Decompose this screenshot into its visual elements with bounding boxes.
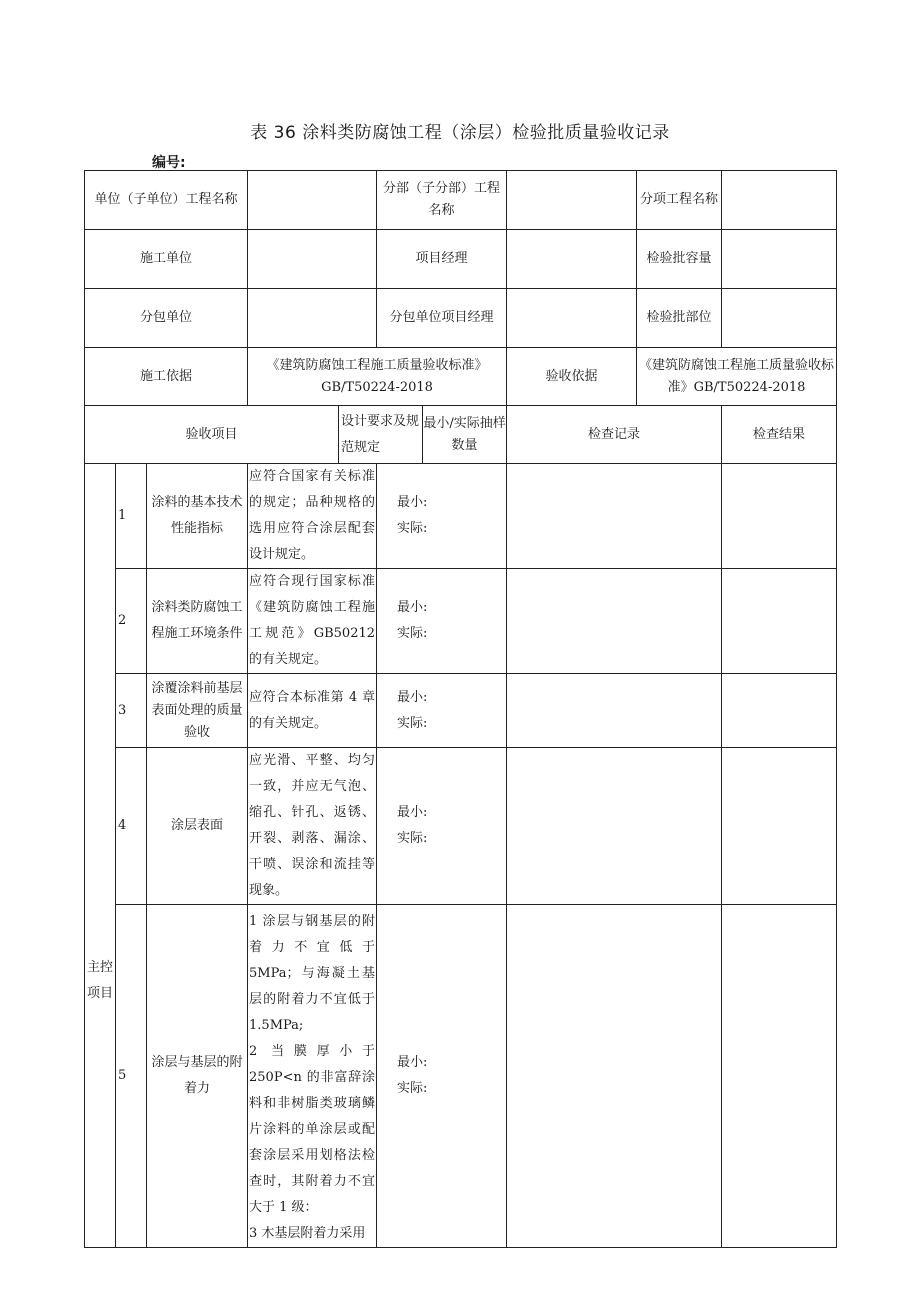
sample-actual: 实际:: [397, 831, 428, 846]
acceptance-basis-value: 《建筑防腐蚀工程施工质量验收标准》GB/T50224-2018: [637, 348, 837, 406]
sample-actual: 实际:: [397, 715, 428, 731]
check-result-cell[interactable]: [722, 748, 837, 905]
sample-actual: 实际:: [397, 626, 428, 641]
item-number: 5: [116, 905, 147, 1248]
header-row-2: [85, 230, 837, 289]
item-requirement: 应光滑、平整、均匀一致，并应无气泡、缩孔、针孔、返锈、开裂、剥落、漏涂、干喷、误涂和流挂等现象。: [248, 748, 377, 905]
item-requirement: 应符合现行国家标准《建筑防腐蚀工程施工规范》GB50212 的有关规定。: [248, 569, 377, 674]
header-row-1: [85, 171, 837, 230]
sample-cell[interactable]: [377, 905, 507, 1248]
division-name-label: 分部（子分部）工程名称: [377, 171, 507, 230]
project-manager-value[interactable]: [507, 230, 637, 289]
unit-name-label: 单位（子单位）工程名称: [85, 171, 248, 230]
table-row: [85, 748, 837, 905]
table-row: [85, 464, 837, 569]
page-title: 表 36 涂料类防腐蚀工程（涂层）检验批质量验收记录: [250, 123, 670, 143]
sample-min: 最小:: [397, 805, 428, 820]
table-row: [85, 905, 837, 1248]
column-header-row: [85, 406, 837, 464]
item-name: 涂层表面: [147, 748, 248, 905]
batch-location-value[interactable]: [722, 289, 837, 348]
check-result-cell[interactable]: [722, 905, 837, 1248]
item-name: 涂层与基层的附着力: [147, 905, 248, 1248]
construction-basis-label: 施工依据: [85, 348, 248, 406]
col-design-requirement: 设计要求及规范规定: [339, 406, 423, 464]
acceptance-basis-label: 验收依据: [507, 348, 637, 406]
division-name-value[interactable]: [507, 171, 637, 230]
sample-min: 最小:: [397, 689, 428, 705]
sample-min: 最小:: [397, 600, 428, 615]
main-control-group-label: 主控项目: [85, 464, 116, 1248]
record-number-label: 编号:: [152, 155, 186, 171]
inspection-record-table: [84, 170, 837, 1248]
item-name: 涂料的基本技术性能指标: [147, 464, 248, 569]
construction-basis-value: 《建筑防腐蚀工程施工质量验收标准》GB/T50224-2018: [248, 348, 507, 406]
item-requirement: 1 涂层与钢基层的附着力不宜低于 5MPa；与海凝土基层的附着力不宜低于 1.5MPa; 2 当膜厚小于 250P<n 的非富辞涂料和非树脂类玻璃鳞片涂料的单涂层或配套涂层采用划格法检查时，其附着力不宜大于 1 级： 3 木基层附着力采用: [248, 905, 377, 1248]
col-check-record: 检查记录: [507, 406, 722, 464]
sample-actual: 实际:: [397, 1081, 428, 1096]
col-sample-count: 最小/实际抽样数量: [423, 406, 507, 464]
subcontractor-manager-label: 分包单位项目经理: [377, 289, 507, 348]
header-row-4: [85, 348, 837, 406]
item-number: 1: [116, 464, 147, 569]
construction-unit-label: 施工单位: [85, 230, 248, 289]
subcontractor-label: 分包单位: [85, 289, 248, 348]
check-record-cell[interactable]: [507, 569, 722, 674]
sample-cell[interactable]: [377, 748, 507, 905]
subitem-name-value[interactable]: [722, 171, 837, 230]
subcontractor-value[interactable]: [248, 289, 377, 348]
header-row-3: [85, 289, 837, 348]
check-record-cell[interactable]: [507, 748, 722, 905]
check-record-cell[interactable]: [507, 905, 722, 1248]
sample-actual: 实际:: [397, 521, 428, 536]
item-number: 2: [116, 569, 147, 674]
unit-name-value[interactable]: [248, 171, 377, 230]
sample-cell[interactable]: [377, 464, 507, 569]
batch-location-label: 检验批部位: [637, 289, 722, 348]
batch-capacity-value[interactable]: [722, 230, 837, 289]
check-record-cell[interactable]: [507, 674, 722, 748]
item-number: 3: [116, 674, 147, 748]
item-name: 涂覆涂料前基层表面处理的质量验收: [147, 674, 248, 748]
batch-capacity-label: 检验批容量: [637, 230, 722, 289]
check-result-cell[interactable]: [722, 674, 837, 748]
subitem-name-label: 分项工程名称: [637, 171, 722, 230]
check-record-cell[interactable]: [507, 464, 722, 569]
construction-unit-value[interactable]: [248, 230, 377, 289]
item-requirement: 应符合本标准第 4 章的有关规定。: [248, 674, 377, 748]
col-acceptance-item: 验收项目: [85, 406, 339, 464]
sample-min: 最小:: [397, 495, 428, 510]
item-number: 4: [116, 748, 147, 905]
col-check-result: 检查结果: [722, 406, 837, 464]
sample-min: 最小:: [397, 1055, 428, 1070]
check-result-cell[interactable]: [722, 569, 837, 674]
item-name: 涂料类防腐蚀工程施工环境条件: [147, 569, 248, 674]
check-result-cell[interactable]: [722, 464, 837, 569]
item-requirement: 应符合国家有关标准的规定；品种规格的选用应符合涂层配套设计规定。: [248, 464, 377, 569]
sample-cell[interactable]: [377, 569, 507, 674]
table-row: [85, 674, 837, 748]
table-row: [85, 569, 837, 674]
subcontractor-manager-value[interactable]: [507, 289, 637, 348]
sample-cell[interactable]: [377, 674, 507, 748]
project-manager-label: 项目经理: [377, 230, 507, 289]
